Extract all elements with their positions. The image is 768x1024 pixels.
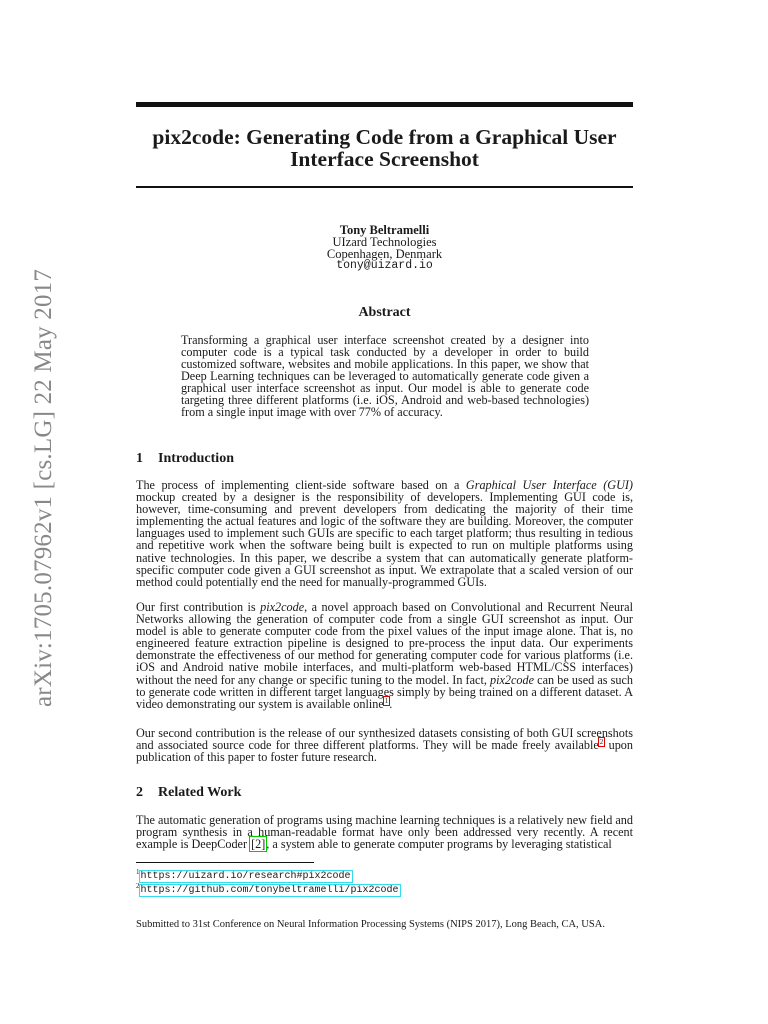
section-number: 2: [136, 785, 143, 800]
text-span: .: [389, 696, 393, 711]
related-work-paragraph-1: [136, 814, 633, 850]
title-line-1: pix2code: Generating Code from a Graphical User: [152, 125, 617, 149]
section-title: Introduction: [158, 451, 234, 466]
section-title: Related Work: [158, 785, 242, 800]
footnote-link-1[interactable]: 1: [384, 696, 389, 705]
pix2code-term: pix2code: [260, 600, 305, 614]
text-span: Our first contribution is: [136, 600, 261, 614]
author-block: [136, 224, 633, 272]
intro-paragraph-2: [136, 601, 633, 710]
author-affiliation: UIzard Technologies: [332, 235, 437, 249]
text-span: , a system able to generate computer programs by leveraging statistical: [266, 837, 612, 852]
text-span: , a novel approach based on Convolutional and Recurrent Neural Networks allowing the generation of computer code from a single GUI screenshot as input. Our model is able to generate computer code from the pixel values of the input image alone. That is, no engineered feature extraction pipeline is designed to pre-process the input data. Our experiments demonstrate the effectiveness of our method for generating computer code for various platforms (i.e. iOS and Android native mobile interfaces, and multi-platform web-based HTML/CSS interfaces) without the need for any change or specific tuning to the model. In fact,: [136, 600, 633, 687]
intro-paragraph-1: [136, 479, 633, 588]
author-name: Tony Beltramelli: [339, 223, 430, 237]
text-span: upon publication of this paper to foster future research.: [136, 738, 633, 765]
footnote-url-link[interactable]: https://uizard.io/research#pix2code: [140, 871, 351, 883]
footnote-link-2[interactable]: 2: [599, 738, 604, 747]
abstract-heading: Abstract: [358, 305, 411, 320]
section-heading-related-work: [136, 785, 241, 801]
footnote-url-link[interactable]: https://github.com/tonybeltramelli/pix2code: [140, 885, 399, 897]
text-span: can be used as such to generate code written in different target languages simply by being trained on a different dataset. A video demonstrating our system is available online: [136, 672, 634, 711]
title-line-2: Interface Screenshot: [290, 147, 479, 171]
arxiv-identifier: arXiv:1705.07962v1 [cs.LG] 22 May 2017: [30, 268, 57, 707]
section-heading-introduction: [136, 451, 234, 467]
footnote-mark: 1: [136, 868, 140, 876]
intro-paragraph-3: [136, 727, 633, 763]
title-top-rule: [136, 102, 633, 107]
citation-link[interactable]: [2]: [251, 837, 266, 852]
footnote-mark: 2: [136, 882, 140, 890]
title-bottom-rule: [136, 186, 633, 188]
text-span: mockup created by a designer is the responsibility of developers. Implementing GUI code is, however, time-consuming and prevent developers from dedicating the majority of their time implementing the actual features and logic of the software they are building. Moreover, the computer languages used to implement such GUIs are specific to each target platform; thus resulting in tedious and repetitive work when the software being built is expected to run on multiple platforms using native technologies. In this paper, we describe a system that can automatically generate platform-specific computer code given a GUI screenshot as input. We extrapolate that a scaled version of our method could potentially end the need for manually-programmed GUIs.: [136, 490, 633, 589]
abstract-text: Transforming a graphical user interface screenshot created by a designer into computer code is a typical task conducted by a developer in order to build customized software, websites and mobile applications. In this paper, we show that Deep Learning techniques can be leveraged to automatically generate code given a graphical user interface screenshot as input. Our model is able to generate code targeting three different platforms (i.e. iOS, Android and web-based technologies) from a single input image with over 77% of accuracy.: [181, 333, 589, 419]
author-email[interactable]: tony@uizard.io: [336, 259, 433, 272]
paper-title: [136, 126, 633, 170]
text-span: The process of implementing client-side software based on a: [136, 478, 466, 492]
text-span: Our second contribution is the release of our synthesized datasets consisting of both GUI screenshots and associated source code for three different platforms. They will be made freely available: [136, 726, 633, 753]
author-location: Copenhagen, Denmark: [326, 247, 443, 261]
venue-note: Submitted to 31st Conference on Neural Information Processing Systems (NIPS 2017), Long Beach, CA, USA.: [136, 919, 605, 930]
footnote-2: [136, 880, 400, 897]
text-span: The automatic generation of programs using machine learning techniques is a relatively new field and program synthesis in a human-readable format have only been addressed very recently. A recent example is DeepCoder: [136, 813, 633, 852]
section-number: 1: [136, 451, 143, 466]
pix2code-term: pix2code: [490, 672, 535, 687]
footnote-rule: [136, 862, 314, 863]
gui-term: Graphical User Interface (GUI): [465, 478, 633, 492]
